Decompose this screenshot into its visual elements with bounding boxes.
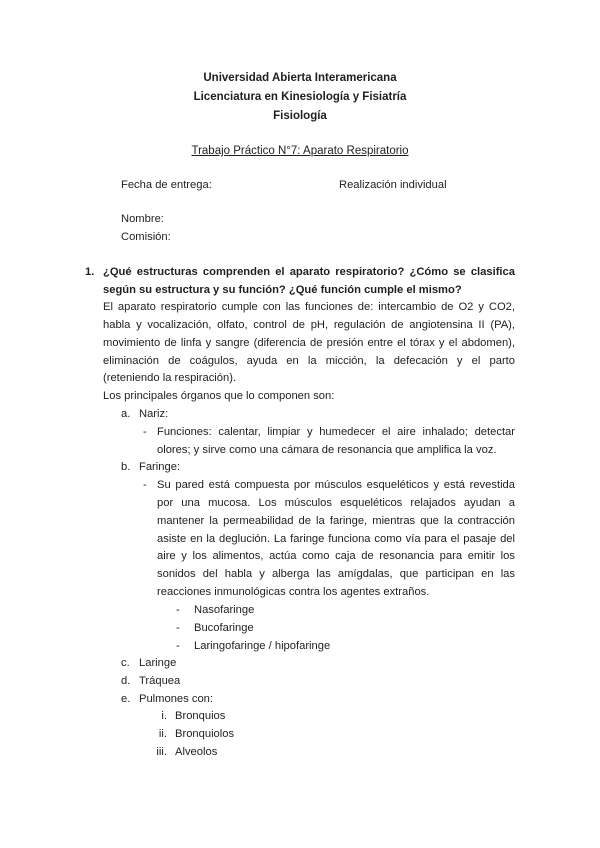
item-b-name: Faringe: [139, 461, 181, 473]
item-c-name: Laringe [139, 657, 177, 669]
sub-item-bucofaringe: Bucofaringe [194, 622, 254, 634]
item-e-label: e. [121, 693, 131, 705]
item-d-name: Tráquea [139, 675, 181, 687]
item-b-text-1: Su pared está compuesta por músculos esqueléticos y está revestida [157, 479, 515, 491]
sub-item-bronquiolos: Bronquiolos [175, 728, 235, 740]
organs-intro: Los principales órganos que lo componen son: [103, 390, 335, 402]
sub-label-ii: ii. [158, 728, 167, 740]
assignment-title-wrap [0, 145, 600, 157]
sub-item-alveolos: Alveolos [175, 746, 218, 758]
bullet-dash: - [176, 604, 180, 616]
bullet-dash: - [143, 426, 147, 438]
item-e-name: Pulmones con: [139, 693, 214, 705]
sub-item-bronquios: Bronquios [175, 710, 226, 722]
university-name: Universidad Abierta Interamericana [203, 72, 397, 84]
item-b-label: b. [121, 461, 131, 473]
name-label: Nombre: [121, 213, 164, 225]
sub-label-i: i. [161, 710, 167, 722]
sub-item-laringofaringe: Laringofaringe / hipofaringe [194, 640, 331, 652]
question-line-1: ¿Qué estructuras comprenden el aparato respiratorio? ¿Cómo se clasifica [103, 266, 515, 278]
bullet-dash: - [143, 479, 147, 491]
subject-name: Fisiología [273, 110, 327, 122]
item-a-name: Nariz: [139, 408, 169, 420]
mode-text: Realización individual [339, 179, 447, 191]
answer-line-3: movimiento de linfa y sangre (diferencia de presión entre el tórax y el abdomen), [103, 337, 515, 349]
question-line-2: según su estructura y su función? ¿Qué función cumple el mismo? [103, 284, 462, 296]
bullet-dash: - [176, 640, 180, 652]
answer-line-2: habla y vocalización, olfato, control de pH, regulación de angiotensina II (PA), [103, 319, 515, 331]
item-a-text-2: olores; y sirve como una cámara de resonancia que amplifica la voz. [157, 444, 497, 456]
answer-line-1: El aparato respiratorio cumple con las funciones de: intercambio de O2 y CO2, [103, 301, 515, 313]
item-d-label: d. [121, 675, 131, 687]
item-a-label: a. [121, 408, 131, 420]
item-b-text-2: por una mucosa. Los músculos esqueléticos relajados ayudan a [157, 497, 515, 509]
due-date-label: Fecha de entrega: [121, 179, 212, 191]
item-b-text-6: sonidos del habla y alberga las amígdalas, que participan en las [157, 568, 515, 580]
sub-item-nasofaringe: Nasofaringe [194, 604, 255, 616]
degree-name: Licenciatura en Kinesiología y Fisiatría [193, 91, 407, 103]
commission-label: Comisión: [121, 231, 171, 243]
item-a-text-1: Funciones: calentar, limpiar y humedecer el aire inhalado; detectar [157, 426, 515, 438]
item-b-text-7: reacciones inmunológicas contra los agentes extraños. [157, 586, 430, 598]
item-b-text-4: asiste en la deglución. La faringe funciona como vía para el pasaje del [157, 533, 515, 545]
bullet-dash: - [176, 622, 180, 634]
item-b-text-5: aire y los alimentos, actúa como caja de resonancia para emitir los [157, 550, 515, 562]
assignment-title: Trabajo Práctico N°7: Aparato Respiratorio [191, 145, 409, 157]
answer-line-4: eliminación de coágulos, ayuda en la micción, la defecación y el parto [103, 355, 515, 367]
answer-line-5: (reteniendo la respiración). [103, 372, 237, 384]
sub-label-iii: iii. [156, 746, 167, 758]
item-c-label: c. [121, 657, 130, 669]
question-number: 1. [85, 266, 95, 278]
item-b-text-3: mantener la permeabilidad de la faringe, mientras que la contracción [157, 515, 515, 527]
